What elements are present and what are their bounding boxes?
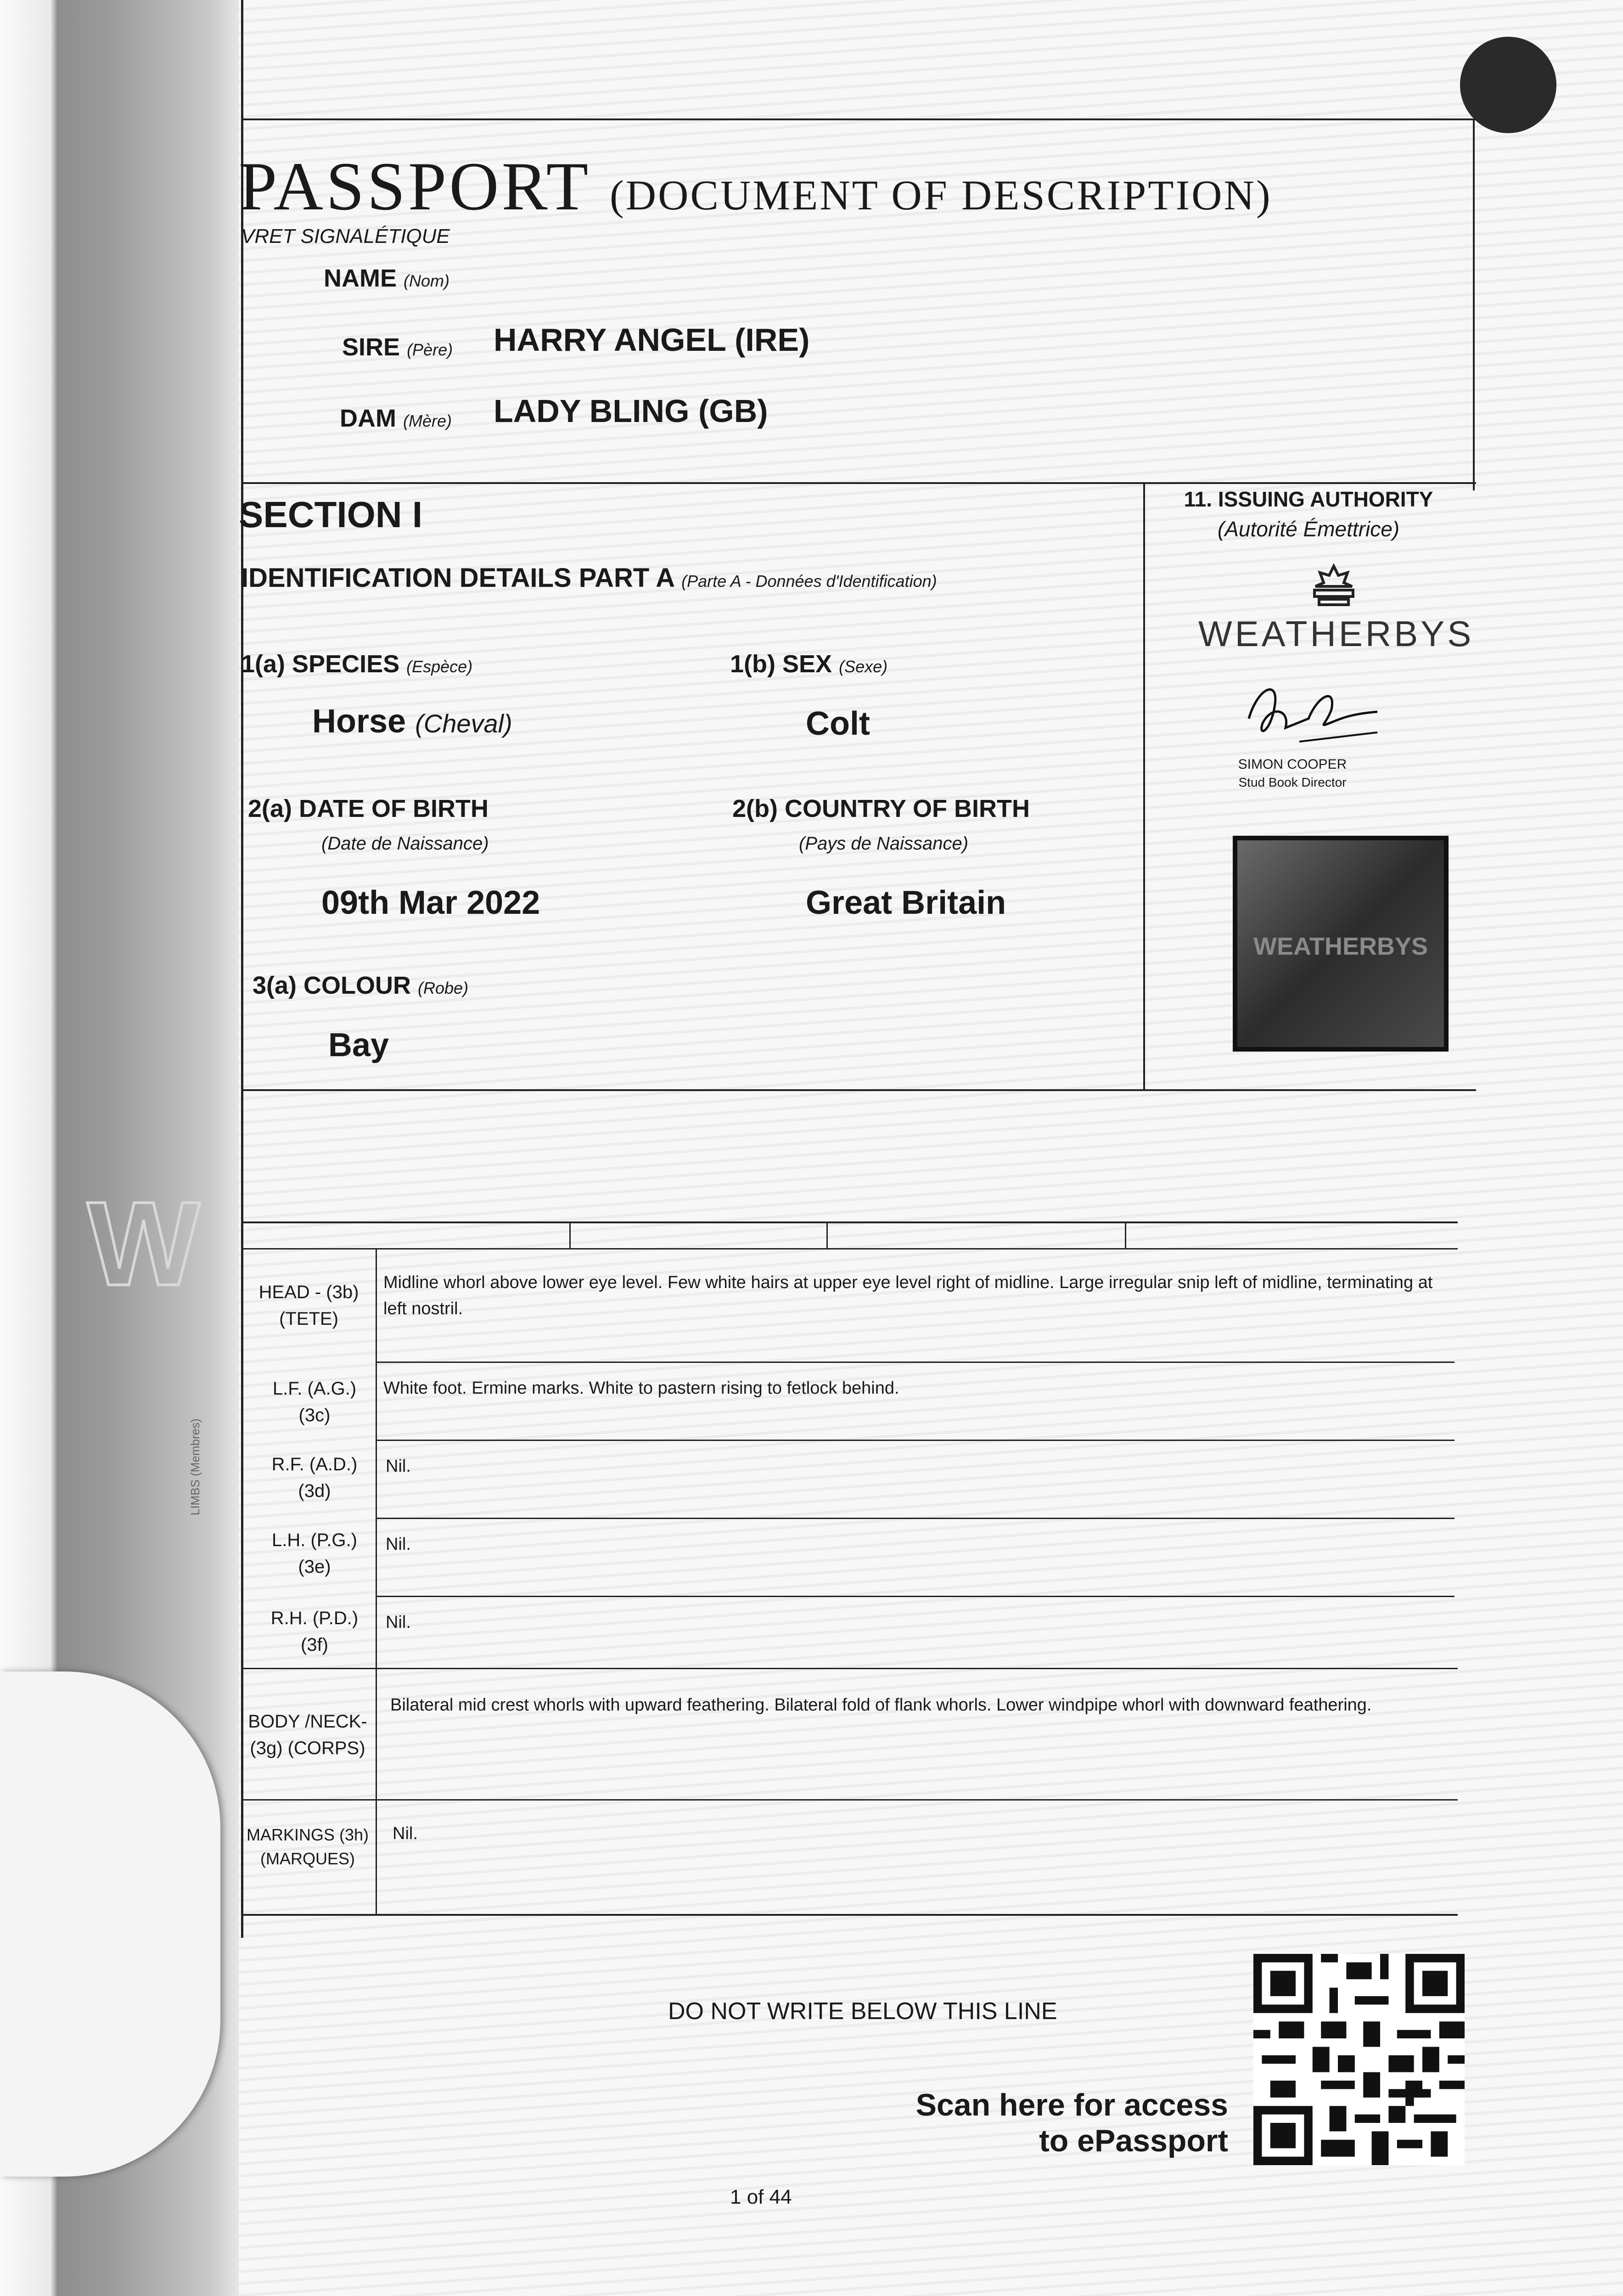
epassport-qr-code-icon[interactable] (1253, 1954, 1465, 2165)
body-neck-text: Bilateral mid crest whorls with upward feathering. Bilateral fold of flank whorls. Lower windpipe whorl with downward feathering. (390, 1695, 1372, 1715)
weatherbys-crest-icon (1306, 563, 1361, 608)
country-value: Great Britain (806, 884, 1006, 921)
country-label-french: (Pays de Naissance) (799, 833, 969, 854)
sire-value: HARRY ANGEL (IRE) (494, 322, 810, 358)
country-label: 2(b) COUNTRY OF BIRTH (732, 795, 1030, 822)
row-rule-rf (376, 1518, 1455, 1519)
binding-shadow (0, 1671, 220, 2177)
head-label: HEAD - (3b) (TETE) (258, 1282, 359, 1329)
signatory-role: Stud Book Director (1238, 775, 1347, 789)
col-tick-3 (1125, 1221, 1126, 1249)
rf-text: Nil. (386, 1457, 411, 1476)
markings-label-divider (376, 1248, 377, 1914)
limbs-vertical-label: LIMBS (Membres) (188, 1418, 202, 1515)
rh-label: R.H. (P.D.) (3f) (270, 1608, 359, 1655)
authority-title-french: (Autorité Émettrice) (1217, 517, 1400, 541)
markings-label: MARKINGS (3h) (MARQUES) (246, 1825, 369, 1868)
head-text: Midline whorl above lower eye level. Few white hairs at upper eye level right of midline. Large irregular snip left of midline, terminating at left nostril. (383, 1273, 1433, 1318)
species-label: 1(a) SPECIES (Espèce) (241, 650, 473, 678)
header-right-rule (1473, 118, 1475, 490)
scan-line-1: Scan here for access (915, 2088, 1228, 2122)
rf-label: R.F. (A.D.) (3d) (271, 1454, 358, 1501)
scan-instruction (845, 2087, 1228, 2159)
colour-label: 3(a) COLOUR (Robe) (253, 972, 469, 999)
stamp-text: WEATHERBYS (1253, 933, 1428, 960)
title-main: PASSPORT (239, 148, 590, 225)
row-rule-markings (241, 1914, 1458, 1916)
section-subtitle: IDENTIFICATION DETAILS PART A (Parte A - Données d'Identification) (241, 563, 937, 593)
dam-label: DAM (Mère) (340, 405, 452, 432)
page-left-border (241, 0, 243, 1938)
section-bottom-rule (241, 1089, 1476, 1091)
col-tick-2 (826, 1221, 828, 1249)
signatory-name: SIMON COOPER (1238, 757, 1347, 772)
title-french: VRET SIGNALÉTIQUE (241, 225, 450, 248)
do-not-write-notice: DO NOT WRITE BELOW THIS LINE (668, 1998, 1057, 2025)
document-title (239, 147, 1272, 226)
row-rule-body (241, 1799, 1458, 1801)
authority-title: 11. ISSUING AUTHORITY (1184, 487, 1433, 511)
dob-label-french: (Date de Naissance) (321, 833, 489, 854)
markings-text: Nil. (393, 1824, 418, 1843)
markings-top-rule-2 (241, 1248, 1458, 1249)
rh-text: Nil. (386, 1613, 411, 1632)
weatherbys-logo: WEATHERBYS (1198, 613, 1474, 654)
col-tick-1 (569, 1221, 571, 1249)
page-number: 1 of 44 (730, 2186, 792, 2208)
scan-line-2: to ePassport (1039, 2123, 1228, 2159)
binding-watermark-letter: W (87, 1177, 200, 1311)
header-top-rule (241, 118, 1476, 120)
row-rule-rh (241, 1668, 1458, 1669)
authority-divider (1143, 482, 1145, 1091)
dam-value: LADY BLING (GB) (494, 393, 768, 429)
weatherbys-embossed-stamp (1233, 836, 1449, 1052)
row-rule-head (376, 1362, 1455, 1363)
body-neck-label: BODY /NECK- (3g) (CORPS) (248, 1711, 367, 1758)
species-value: Horse (Cheval) (312, 703, 512, 740)
markings-top-rule (241, 1221, 1458, 1223)
title-subtitle: (DOCUMENT OF DESCRIPTION) (610, 172, 1272, 219)
sex-value: Colt (806, 705, 870, 742)
dob-value: 09th Mar 2022 (321, 884, 540, 921)
name-label: NAME (Nom) (324, 264, 449, 292)
sire-label: SIRE (Père) (342, 333, 453, 361)
lf-label: L.F. (A.G.) (3c) (272, 1379, 357, 1425)
dob-label: 2(a) DATE OF BIRTH (248, 795, 489, 822)
sex-label: 1(b) SEX (Sexe) (730, 650, 888, 678)
lh-label: L.H. (P.G.) (3e) (272, 1530, 357, 1577)
director-signature (1230, 668, 1387, 755)
section-title: SECTION I (239, 494, 423, 535)
row-rule-lf (376, 1440, 1455, 1441)
section-top-rule (241, 482, 1476, 484)
lf-text: White foot. Ermine marks. White to pastern rising to fetlock behind. (383, 1379, 899, 1398)
lh-text: Nil. (386, 1535, 411, 1554)
colour-value: Bay (328, 1027, 389, 1064)
row-rule-lh (376, 1596, 1455, 1597)
